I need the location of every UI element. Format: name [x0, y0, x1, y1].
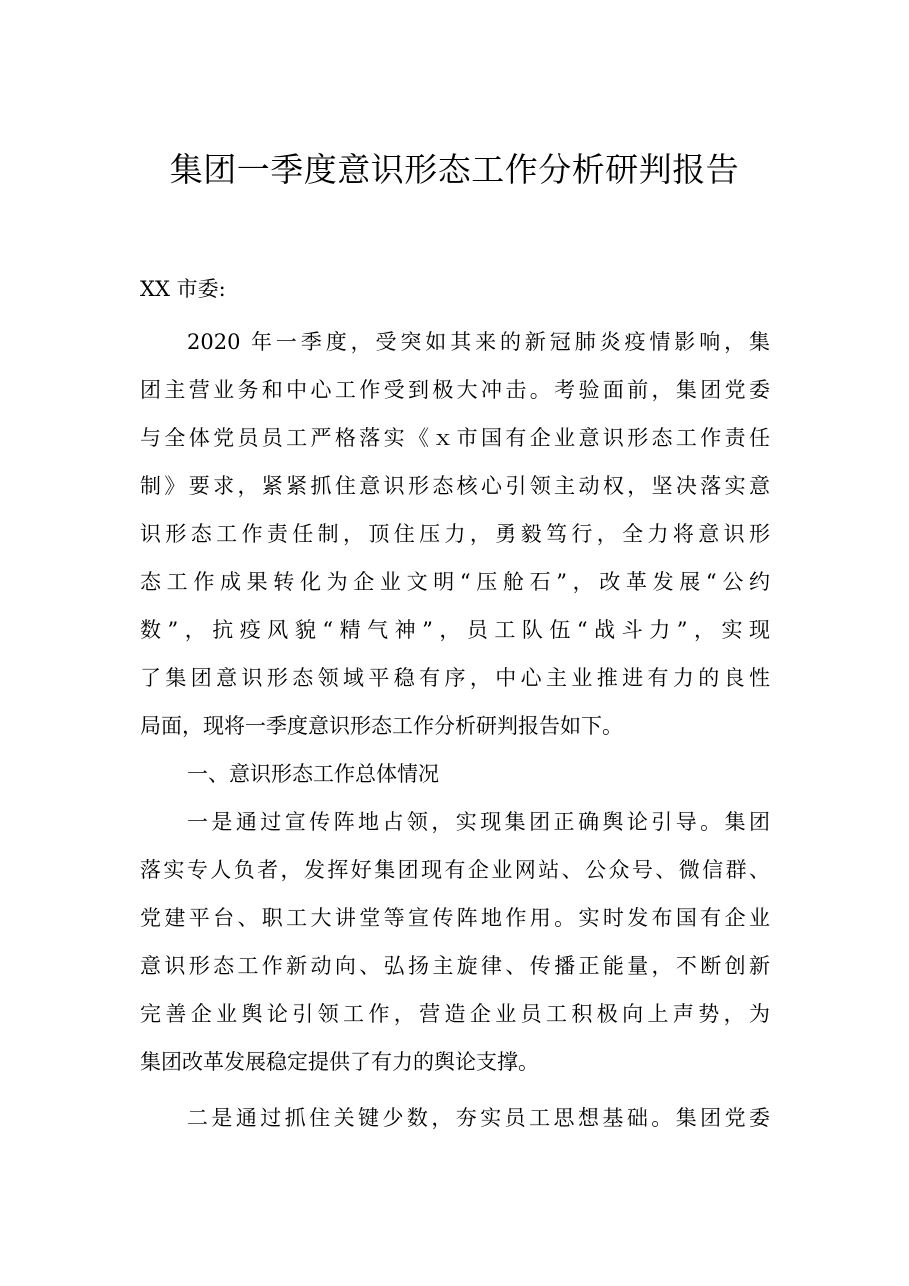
section-heading: 一、意识形态工作总体情况	[187, 762, 439, 786]
paragraph-line: 2020 年一季度，受突如其来的新冠肺炎疫情影响，集	[187, 330, 770, 354]
paragraph-line: 了集团意识形态领域平稳有序，中心主业推进有力的良性	[140, 666, 770, 690]
paragraph-line: 党建平台、职工大讲堂等宣传阵地作用。实时发布国有企业	[140, 906, 770, 930]
paragraph-line: 二是通过抓住关键少数，夯实员工思想基础。集团党委	[187, 1106, 770, 1130]
paragraph-line: 落实专人负者，发挥好集团现有企业网站、公众号、微信群、	[140, 858, 770, 882]
salutation: XX 市委:	[140, 277, 226, 301]
paragraph-line: 态工作成果转化为企业文明“压舱石”，改革发展“公约	[140, 570, 770, 594]
paragraph-line: 集团改革发展稳定提供了有力的舆论支撑。	[140, 1050, 539, 1074]
paragraph-line: 完善企业舆论引领工作，营造企业员工积极向上声势，为	[140, 1002, 770, 1026]
paragraph-line: 局面，现将一季度意识形态工作分析研判报告如下。	[140, 714, 623, 738]
paragraph-line: 识形态工作责任制，顶住压力，勇毅笃行，全力将意识形	[140, 522, 770, 546]
paragraph-line: 一是通过宣传阵地占领，实现集团正确舆论引导。集团	[187, 810, 770, 834]
paragraph-line: 制》要求，紧紧抓住意识形态核心引领主动权，坚决落实意	[140, 474, 770, 498]
paragraph-line: 与全体党员员工严格落实《ｘ市国有企业意识形态工作责任	[140, 426, 770, 450]
paragraph-line: 数”，抗疫风貌“精气神”，员工队伍“战斗力”，实现	[140, 618, 770, 642]
document-title: 集团一季度意识形态工作分析研判报告	[169, 150, 740, 189]
paragraph-line: 团主营业务和中心工作受到极大冲击。考验面前，集团党委	[140, 378, 770, 402]
paragraph-line: 意识形态工作新动向、弘扬主旋律、传播正能量，不断创新	[140, 954, 770, 978]
